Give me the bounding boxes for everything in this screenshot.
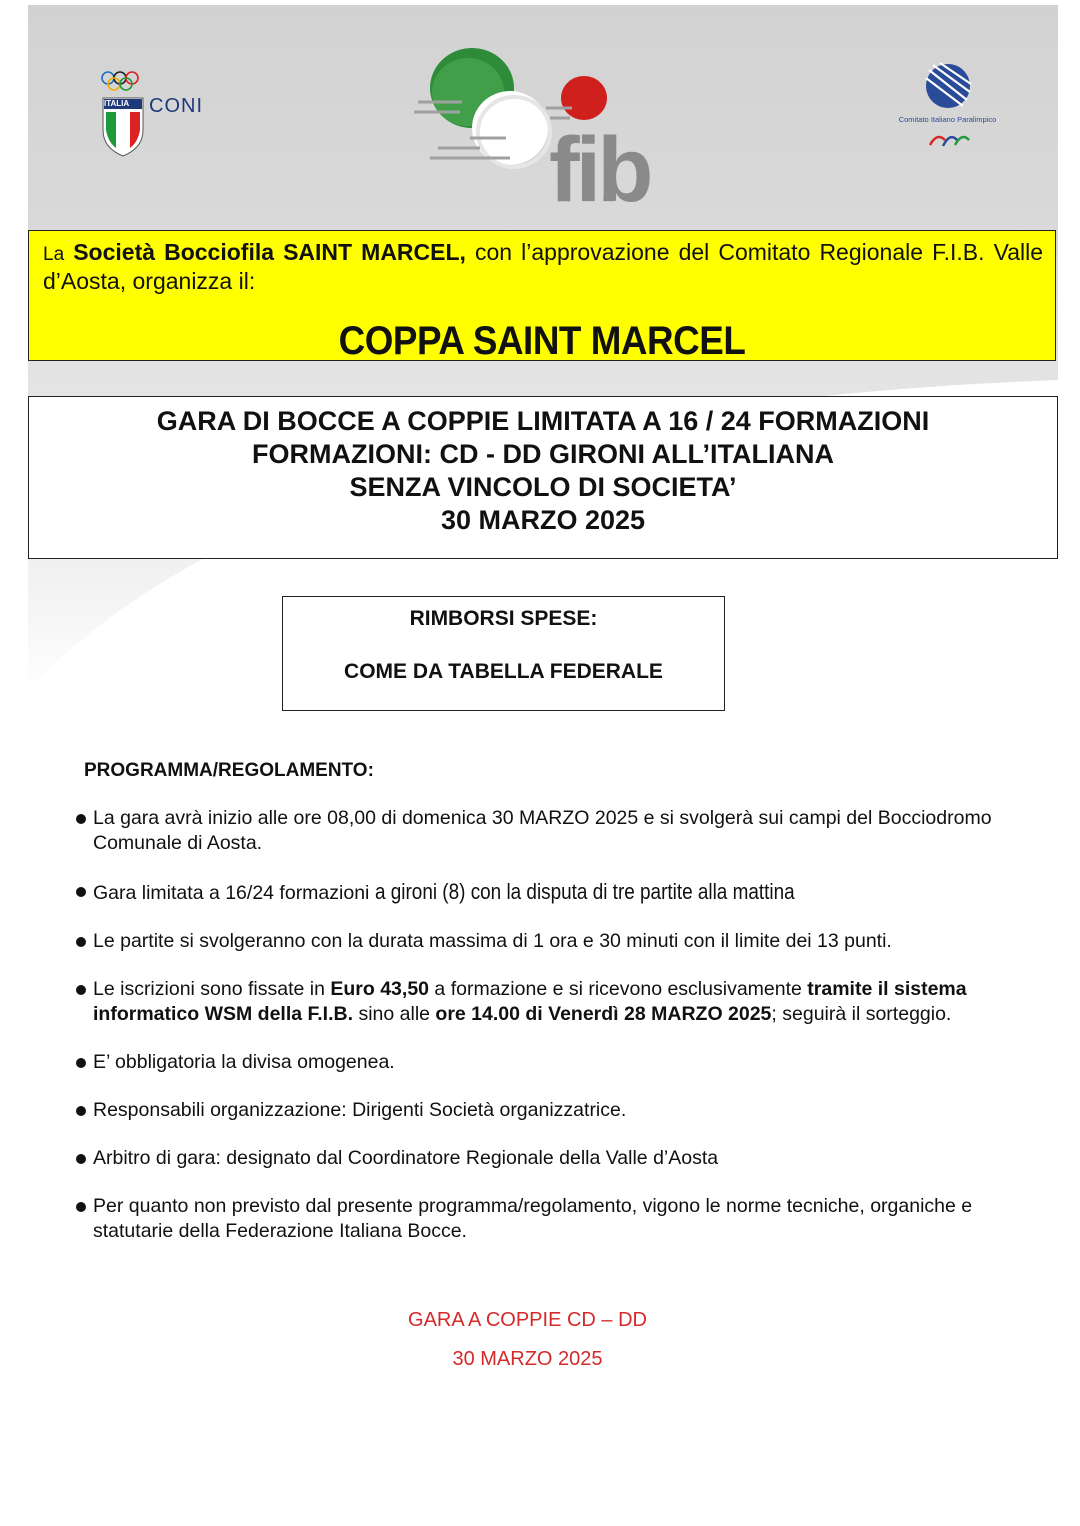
rule-text: E’ obbligatoria la divisa omogenea. [93,1051,395,1073]
rule-text: sino alle [353,1003,436,1025]
deadline: ore 14.00 di Venerdì 28 MARZO 2025 [435,1003,772,1025]
rule-text: Gara limitata a 16/24 formazioni [93,882,375,904]
rule-item [76,1194,1006,1244]
rule-item [76,1146,1006,1171]
rule-item [76,1050,1006,1075]
footer-line-1: GARA A COPPIE CD – DD [408,1309,647,1331]
rule-text-large: a gironi (8) con la disputa di tre partite alla mattina [374,879,795,904]
bullet-icon [76,1202,86,1212]
bullet-icon [76,814,86,824]
wsm-system: tramite il sistema informatico WSM della F.I.B. [93,978,967,1025]
fib-wordmark: fib [549,119,650,221]
footer-date: 30 MARZO 2025 [452,1348,603,1370]
bullet-icon [76,1154,86,1164]
intro-box [28,230,1056,361]
refunds-value: COME DA TABELLA FEDERALE [344,660,663,683]
rules-list [76,806,1006,1267]
program-title: PROGRAMMA/REGOLAMENTO: [84,760,374,781]
rule-text: La gara avrà inizio alle ore 08,00 di domenica 30 MARZO 2025 e si svolgerà sui campi del Bocciodromo Comunale di Aosta. [93,807,992,854]
race-line-3: SENZA VINCOLO DI SOCIETA’ [349,472,737,502]
intro-prefix: La [43,244,65,265]
bullet-icon [76,887,86,897]
bullet-icon [76,1106,86,1116]
fee-amount: Euro 43,50 [330,978,430,1000]
coni-label: CONI [149,95,203,117]
italia-label: ITALIA [104,99,130,108]
society-name: Società Bocciofila SAINT MARCEL, [73,239,466,265]
refunds-label: RIMBORSI SPESE: [409,607,598,630]
rule-text: ; seguirà il sorteggio. [771,1003,952,1025]
rule-text: Responsabili organizzazione: Dirigenti Società organizzatrice. [93,1099,627,1121]
race-line-2: FORMAZIONI: CD - DD GIRONI ALL’ITALIANA [252,439,834,469]
rule-item [76,977,1006,1027]
rule-text: Le iscrizioni sono fissate in [93,978,331,1000]
race-date: 30 MARZO 2025 [440,505,646,535]
bullet-icon [76,1058,86,1068]
race-line-1: GARA DI BOCCE A COPPIE LIMITATA A 16 / 24 FORMAZIONI [156,406,930,436]
event-title: COPPA SAINT MARCEL [338,319,746,363]
rule-item [76,1098,1006,1123]
rule-text: a formazione e si ricevono esclusivamente [429,978,808,1000]
rule-text: Le partite si svolgeranno con la durata massima di 1 ora e 30 minuti con il limite dei 13 punti. [93,930,892,952]
rule-item [76,929,1006,954]
bullet-icon [76,985,86,995]
intro-text [43,239,1043,295]
race-details-box [28,396,1058,559]
rule-text: Per quanto non previsto dal presente programma/regolamento, vigono le norme tecniche, organiche e statutarie della Federazione Italiana Bocce. [93,1195,973,1242]
cip-label: Comitato Italiano Paralimpico [898,115,997,124]
refunds-box [282,596,725,711]
bullet-icon [76,937,86,947]
rule-item [76,879,1006,906]
rule-item [76,806,1006,856]
intro-body: con l’approvazione del Comitato Regionale F.I.B. Valle d’Aosta, organizza il: [43,239,1044,294]
paralympic-icon [915,60,985,160]
rule-text: Arbitro di gara: designato dal Coordinatore Regionale della Valle d’Aosta [93,1147,719,1169]
